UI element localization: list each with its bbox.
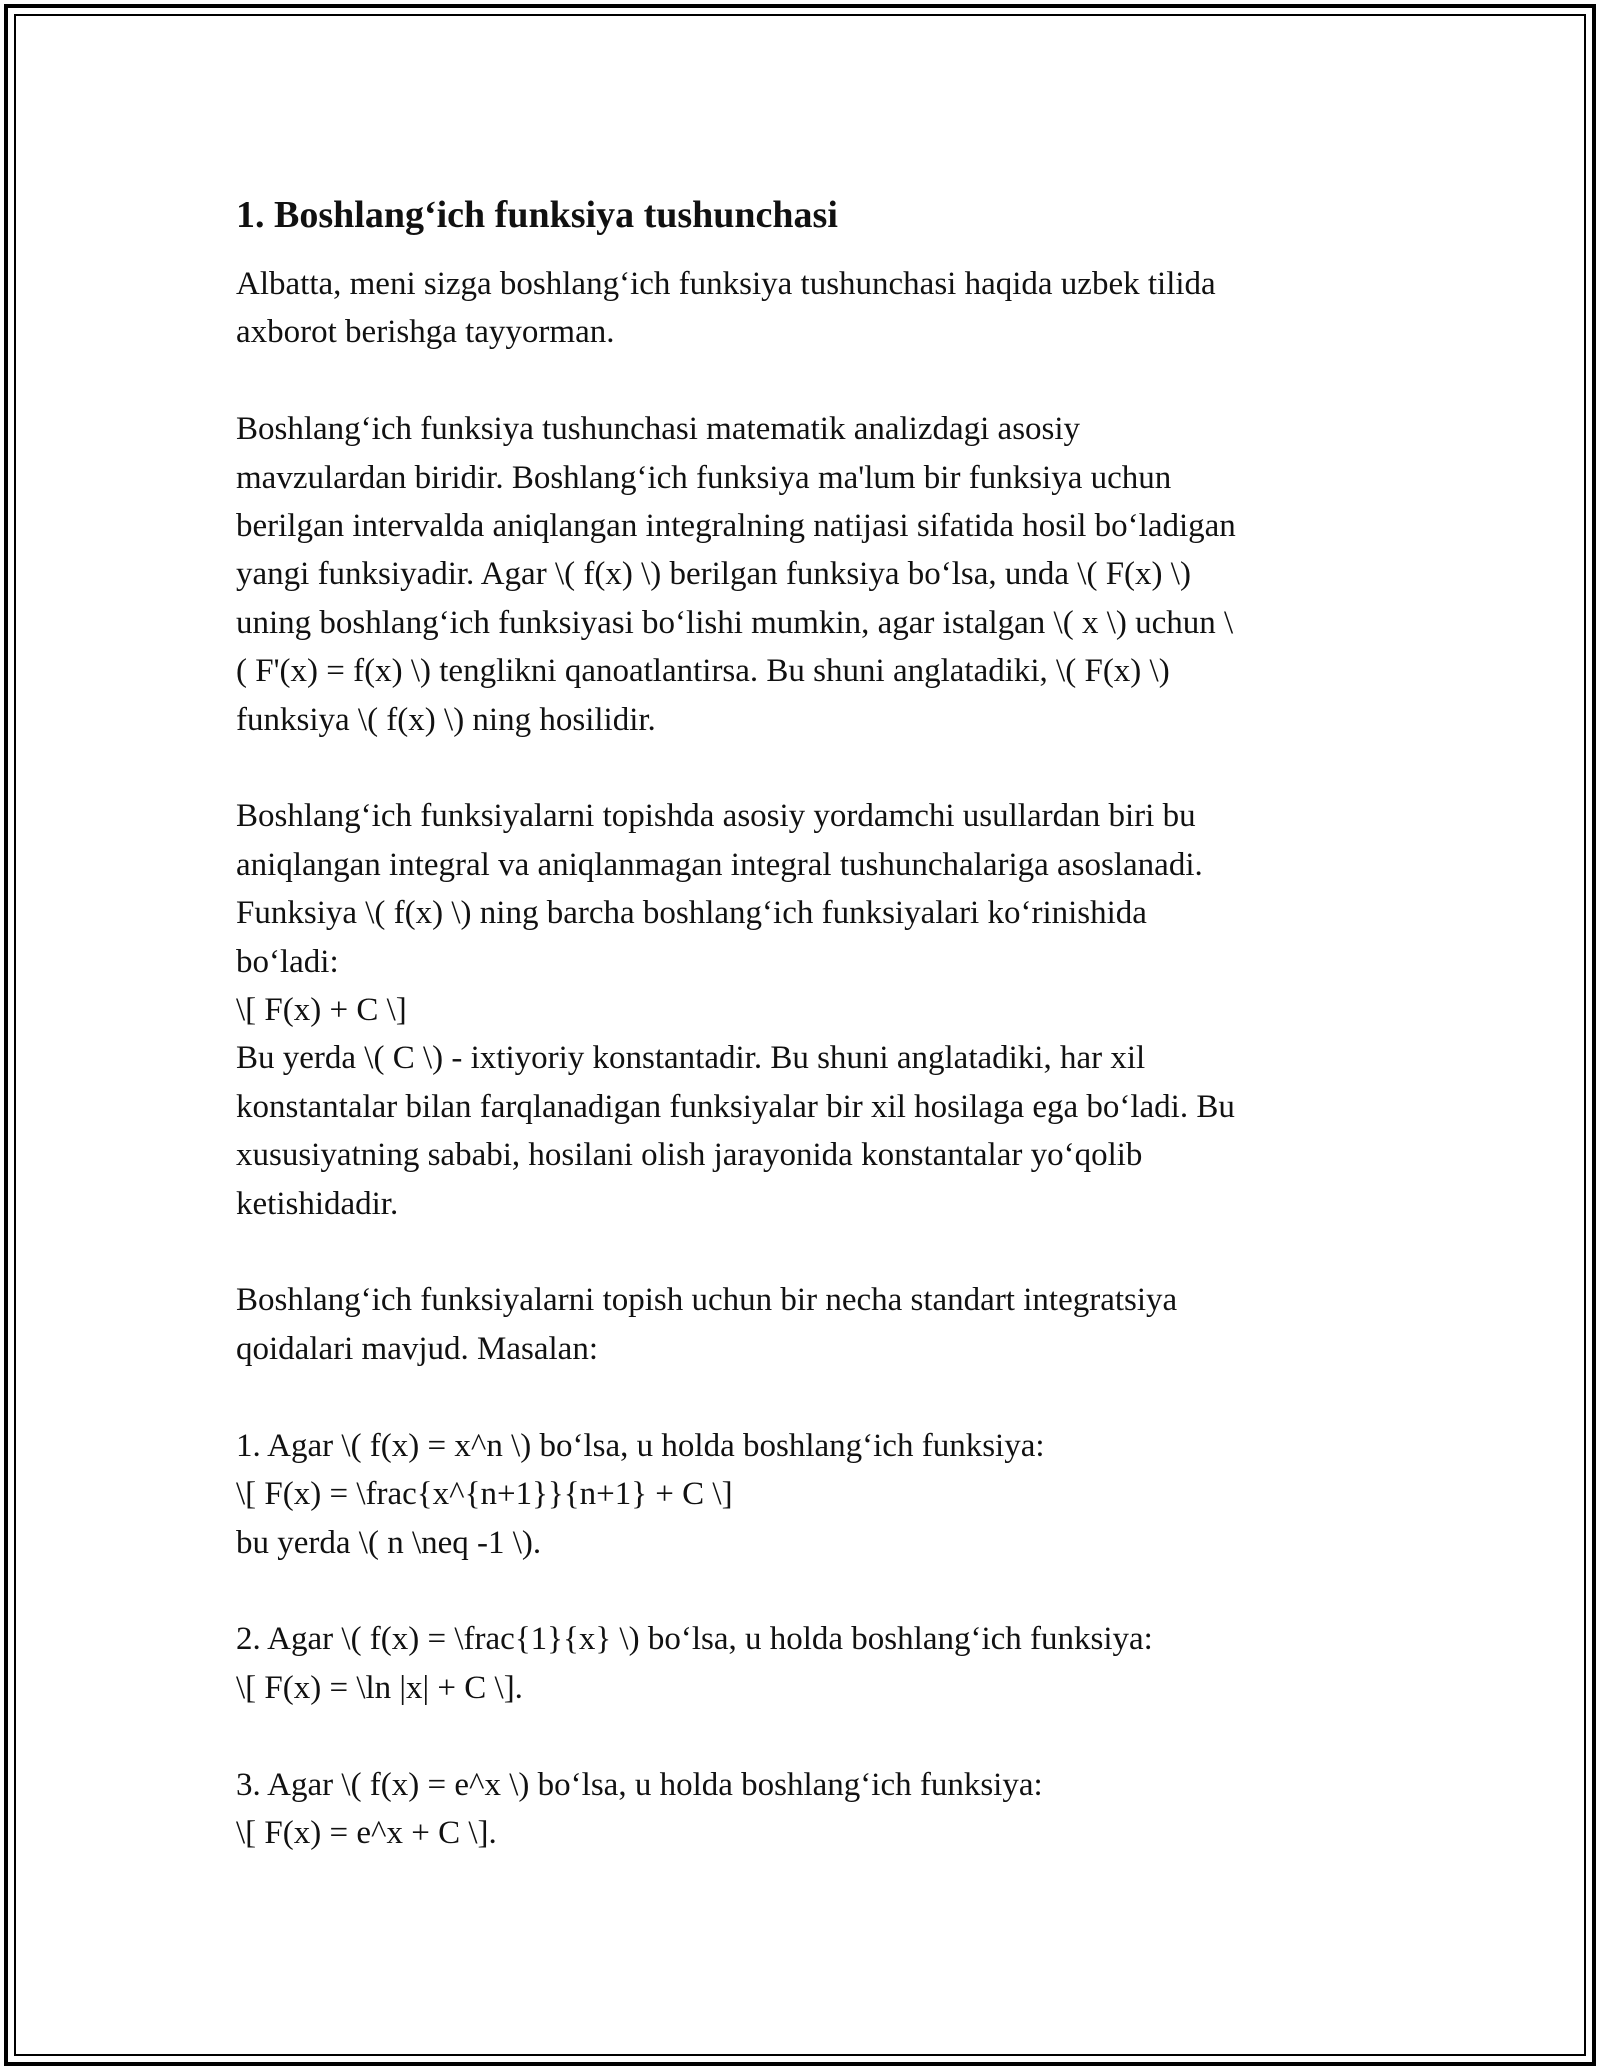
text-line: berilgan intervalda aniqlangan integralning natijasi sifatida hosil bo‘ladigan bbox=[236, 508, 1236, 545]
text-line: Boshlang‘ich funksiyalarni topishda asosiy yordamchi usullardan biri bu bbox=[236, 798, 1196, 835]
text-line: bu yerda \( n \neq -1 \). bbox=[236, 1524, 542, 1561]
text-line: axborot berishga tayyorman. bbox=[236, 314, 615, 351]
formula-line: \[ F(x) = \ln |x| + C \]. bbox=[236, 1669, 523, 1706]
blank-line bbox=[236, 744, 1366, 792]
blank-line bbox=[236, 357, 1366, 405]
text-line: mavzulardan biridir. Boshlang‘ich funksiya ma'lum bir funksiya uchun bbox=[236, 459, 1172, 496]
text-line: uning boshlang‘ich funksiyasi bo‘lishi mumkin, agar istalgan \( x \) uchun \ bbox=[236, 604, 1234, 641]
text-line: Funksiya \( f(x) \) ning barcha boshlang‘ich funksiyalari ko‘rinishida bbox=[236, 895, 1147, 932]
blank-line bbox=[236, 1373, 1366, 1421]
text-line: qoidalari mavjud. Masalan: bbox=[236, 1330, 598, 1367]
formula-line: \[ F(x) = \frac{x^{n+1}}{n+1} + C \] bbox=[236, 1476, 733, 1513]
text-line: xususiyatning sababi, hosilani olish jarayonida konstantalar yo‘qolib bbox=[236, 1137, 1143, 1174]
formula-line: \[ F(x) = e^x + C \]. bbox=[236, 1814, 497, 1851]
blank-line bbox=[236, 1567, 1366, 1615]
text-line: funksiya \( f(x) \) ning hosilidir. bbox=[236, 701, 656, 738]
list-item-line: 2. Agar \( f(x) = \frac{1}{x} \) bo‘lsa, u holda boshlang‘ich funksiya: bbox=[236, 1621, 1153, 1658]
text-line: aniqlangan integral va aniqlanmagan integral tushunchalariga asoslanadi. bbox=[236, 846, 1203, 883]
text-line: Bu yerda \( C \) - ixtiyoriy konstantadir. Bu shuni anglatadiki, har xil bbox=[236, 1040, 1146, 1077]
text-line: ( F'(x) = f(x) \) tenglikni qanoatlantirsa. Bu shuni anglatadiki, \( F(x) \) bbox=[236, 653, 1170, 690]
formula-line: \[ F(x) + C \] bbox=[236, 992, 407, 1029]
text-line: Albatta, meni sizga boshlang‘ich funksiya tushunchasi haqida uzbek tilida bbox=[236, 266, 1216, 302]
text-line: konstantalar bilan farqlanadigan funksiyalar bir xil hosilaga ega bo‘ladi. Bu bbox=[236, 1088, 1235, 1125]
text-line: bo‘ladi: bbox=[236, 943, 339, 980]
text-lines bbox=[236, 260, 1366, 1857]
text-line: Boshlang‘ich funksiya tushunchasi matematik analizdagi asosiy bbox=[236, 411, 1081, 448]
section-heading: 1. Boshlang‘ich funksiya tushunchasi bbox=[236, 194, 838, 236]
blank-line bbox=[236, 1712, 1366, 1760]
list-item-line: 3. Agar \( f(x) = e^x \) bo‘lsa, u holda boshlang‘ich funksiya: bbox=[236, 1766, 1043, 1803]
text-line: Boshlang‘ich funksiyalarni topish uchun bir necha standart integratsiya bbox=[236, 1282, 1178, 1319]
document-body bbox=[236, 190, 1366, 1857]
blank-line bbox=[236, 1228, 1366, 1276]
text-line: yangi funksiyadir. Agar \( f(x) \) berilgan funksiya bo‘lsa, unda \( F(x) \) bbox=[236, 556, 1191, 593]
list-item-line: 1. Agar \( f(x) = x^n \) bo‘lsa, u holda boshlang‘ich funksiya: bbox=[236, 1427, 1045, 1464]
text-line: ketishidadir. bbox=[236, 1185, 399, 1222]
